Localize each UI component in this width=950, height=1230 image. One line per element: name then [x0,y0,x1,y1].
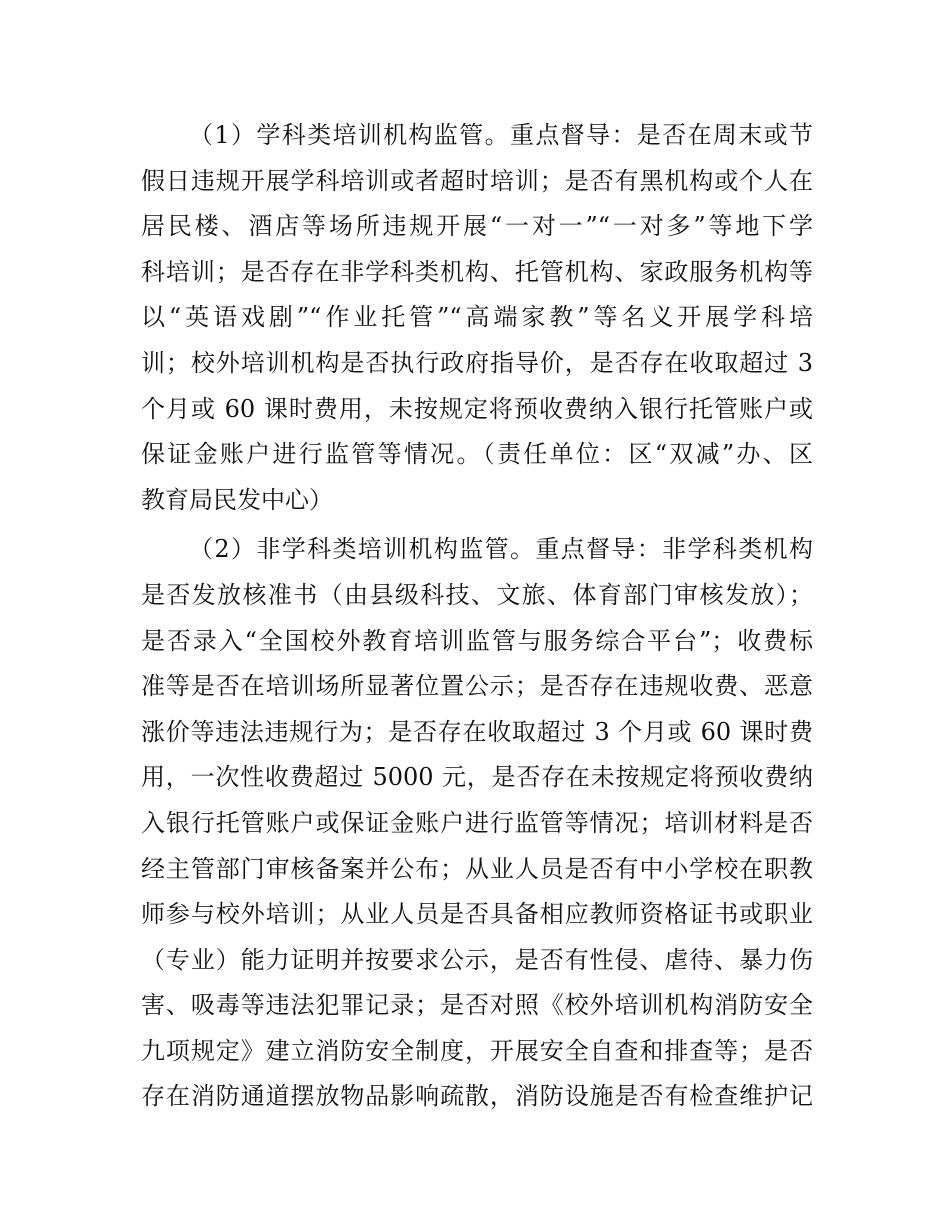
text-line: 以“英语戏剧”“作业托管”“高端家教”等名义开展学科培 [141,303,813,332]
text-line: 居民楼、酒店等场所违规开展“一对一”“一对多”等地下学 [141,212,813,241]
text-line: 存在消防通道摆放物品影响疏散，消防设施是否有检查维护记 [141,1082,813,1111]
text-line: 入银行托管账户或保证金账户进行监管等情况；培训材料是否 [141,808,813,837]
paragraph-2 [141,527,813,1120]
text-line: 准等是否在培训场所显著位置公示；是否存在违规收费、恶意 [141,672,813,701]
text-line: 是否发放核准书（由县级科技、文旅、体育部门审核发放）； [141,580,813,609]
text-line: 个月或 60 课时费用，未按规定将预收费纳入银行托管账户或 [141,394,813,423]
text-line: 保证金账户进行监管等情况。（责任单位：区“双减”办、区 [141,440,813,469]
text-line: （1）学科类培训机构监管。重点督导：是否在周末或节 [189,121,813,149]
text-line: 科培训；是否存在非学科类机构、托管机构、家政服务机构等 [141,257,813,286]
text-line: 经主管部门审核备案并公布；从业人员是否有中小学校在职教 [141,854,813,883]
paragraph-1 [141,113,813,523]
document-body [141,113,813,1120]
text-line: 教育局民发中心） [141,485,333,514]
text-line: 涨价等违法违规行为；是否存在收取超过 3 个月或 60 课时费 [141,717,813,746]
text-line: 九项规定》建立消防安全制度，开展安全自查和排查等；是否 [141,1036,813,1065]
text-line: （专业）能力证明并按要求公示，是否有性侵、虐待、暴力伤 [141,945,813,974]
text-line: 是否录入“全国校外教育培训监管与服务综合平台”；收费标 [141,626,813,655]
text-line: 假日违规开展学科培训或者超时培训；是否有黑机构或个人在 [141,166,813,195]
text-line: 训；校外培训机构是否执行政府指导价，是否存在收取超过 3 [141,348,813,377]
text-line: 师参与校外培训；从业人员是否具备相应教师资格证书或职业 [141,900,813,929]
text-line: （2）非学科类培训机构监管。重点督导：非学科类机构 [189,535,813,564]
text-line: 害、吸毒等违法犯罪记录；是否对照《校外培训机构消防安全 [141,991,813,1020]
text-line: 用，一次性收费超过 5000 元，是否存在未按规定将预收费纳 [141,763,813,792]
